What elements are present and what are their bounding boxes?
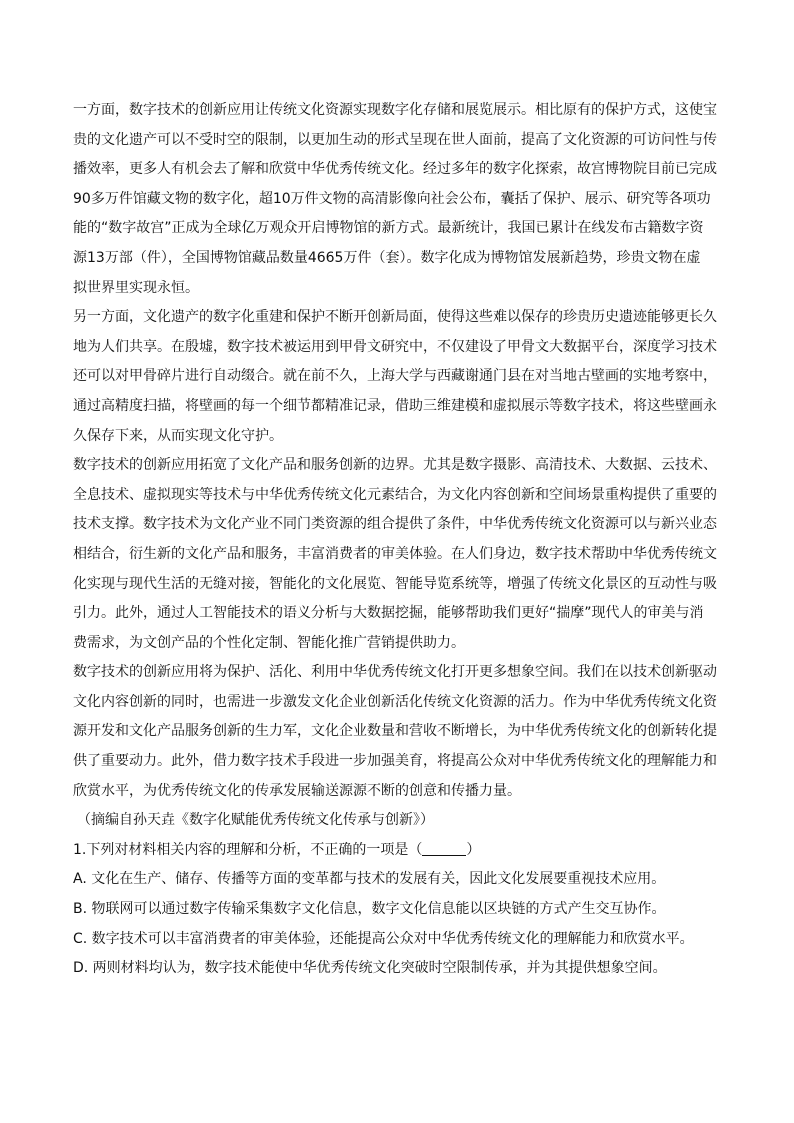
paragraph-3 [73,451,716,658]
text-line: 拟世界里实现永恒。 [73,279,199,296]
text-line: 另一方面，文化遗产的数字化重建和保护不断开创新局面，使得这些难以保存的珍贵历史遗迹能够更长久 [73,309,717,326]
question-stem [73,836,716,866]
text-line: 源13万部（件），全国博物馆藏品数量4665万件（套）。数字化成为博物馆发展新趋势，珍贵文物在虚 [73,249,701,266]
text-line: 技术支撑。数字技术为文化产业不同门类资源的组合提供了条件，中华优秀传统文化资源可以与新兴业态 [73,516,717,533]
text-line: 久保存下来，从而实现文化守护。 [73,427,283,444]
text-line: 一方面，数字技术的创新应用让传统文化资源实现数字化存储和展览展示。相比原有的保护方式，这使宝 [73,102,717,118]
text-line: 90多万件馆藏文物的数字化，超10万件文物的高清影像向社会公布，囊括了保护、展示、研究等各项功 [73,190,711,207]
option-b: B. 物联网可以通过数字传输采集数字文化信息，数字文化信息能以区块链的方式产生交互协作。 [73,901,666,918]
text-line: 引力。此外，通过人工智能技术的语义分析与大数据挖掘，能够帮助我们更好“揣摩”现代人的审美与消 [73,605,704,622]
text-line: 供了重要动力。此外，借力数字技术手段进一步加强美育，将提高公众对中华优秀传统文化的理解能力和 [73,753,717,770]
text-line: 费需求，为文创产品的个性化定制、智能化推广营销提供助力。 [73,634,465,651]
text-line: 文化内容创新的同时，也需进一步激发文化企业创新活化传统文化资源的活力。作为中华优秀传统文化资 [73,693,717,710]
text-line: 还可以对甲骨碎片进行自动缀合。就在前不久，上海大学与西藏谢通门县在对当地古壁画的实地考察中， [73,368,717,385]
text-line: 化实现与现代生活的无缝对接，智能化的文化展览、智能导览系统等，增强了传统文化景区的互动性与吸 [73,575,717,592]
text-line: 贵的文化遗产可以不受时空的限制，以更加生动的形式呈现在世人面前，提高了文化资源的可访问性与传 [73,131,717,148]
text-line: 数字技术的创新应用拓宽了文化产品和服务创新的边界。尤其是数字摄影、高清技术、大数据、云技术、 [73,457,717,474]
source-citation: （摘编自孙天垚《数字化赋能优秀传统文化传承与创新》） [77,812,434,829]
question-stem-text: 1.下列对材料相关内容的理解和分析，不正确的一项是（ [73,841,423,858]
option-c: C. 数字技术可以丰富消费者的审美体验，还能提高公众对中华优秀传统文化的理解能力和欣赏水平。 [73,930,694,947]
text-line: 相结合，衍生新的文化产品和服务，丰富消费者的审美体验。在人们身边，数字技术帮助中华优秀传统文 [73,545,717,562]
question-stem-close: ） [466,841,481,858]
text-line: 能的“数字故宫”正成为全球亿万观众开启博物馆的新方式。最新统计，我国已累计在线发布古籍数字资 [73,220,704,237]
paragraph-1 [73,96,716,303]
text-line: 全息技术、虚拟现实等技术与中华优秀传统文化元素结合，为文化内容创新和空间场景重构提供了重要的 [73,486,717,503]
option-a: A. 文化在生产、储存、传播等方面的变革都与技术的发展有关，因此文化发展要重视技术应用。 [73,871,666,888]
text-line: 通过高精度扫描，将壁画的每一个细节都精准记录，借助三维建模和虚拟展示等数字技术，将这些壁画永 [73,397,717,414]
answer-blank[interactable] [422,839,466,856]
text-line: 数字技术的创新应用将为保护、活化、利用中华优秀传统文化打开更多想象空间。我们在以技术创新驱动 [73,664,717,681]
text-line: 源开发和文化产品服务创新的生力军，文化企业数量和营收不断增长，为中华优秀传统文化的创新转化提 [73,723,717,740]
paragraph-2 [73,303,716,451]
text-line: 播效率，更多人有机会去了解和欣赏中华优秀传统文化。经过多年的数字化探索，故宫博物院目前已完成 [73,161,717,178]
text-line: 地为人们共享。在殷墟，数字技术被运用到甲骨文研究中，不仅建设了甲骨文大数据平台，深度学习技术 [73,338,717,355]
option-d: D. 两则材料均认为，数字技术能使中华优秀传统文化突破时空限制传承，并为其提供想象空间。 [73,960,667,977]
text-line: 欣赏水平，为优秀传统文化的传承发展输送源源不断的创意和传播力量。 [73,782,521,799]
paragraph-4 [73,658,716,806]
